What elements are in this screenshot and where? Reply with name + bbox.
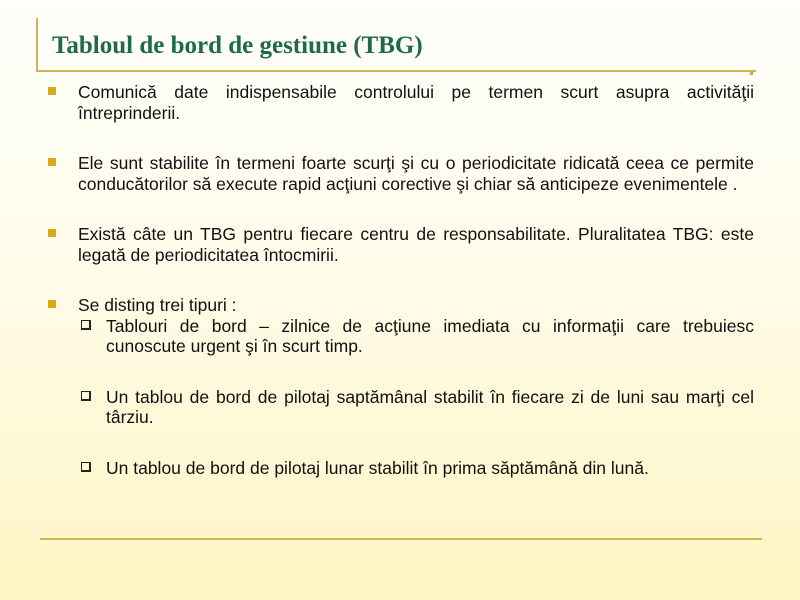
square-bullet-icon — [48, 87, 56, 95]
slide-title: Tabloul de bord de gestiune (TBG) — [52, 32, 423, 59]
hollow-square-bullet-icon — [81, 320, 91, 330]
bullet-text: Ele sunt stabilite în termeni foarte scurţi şi cu o periodicitate ridicată ceea ce permite conducătorilor să execute rapid acţiuni corective şi chiar să anticipeze evenimentele . — [78, 153, 754, 194]
sub-bullet-text: Un tablou de bord de pilotaj saptămânal stabilit în fiecare zi de luni sau marţi cel târziu. — [106, 386, 754, 427]
sub-bullet-item — [44, 458, 754, 479]
bottom-divider — [40, 538, 762, 540]
sub-bullet-text: Tablouri de bord – zilnice de acţiune imediata cu informaţii care trebuiesc cunoscute urgent şi în scurt timp. — [106, 315, 754, 356]
square-bullet-icon — [48, 158, 56, 166]
sub-bullet-text: Un tablou de bord de pilotaj lunar stabilit în prima săptămână din lună. — [106, 457, 649, 478]
bullet-item — [44, 82, 754, 123]
bullet-text: Există câte un TBG pentru fiecare centru de responsabilitate. Pluralitatea TBG: este legată de periodicitatea întocmirii. — [78, 224, 754, 265]
slide-body — [44, 82, 754, 478]
bullet-item — [44, 153, 754, 194]
bullet-text: Comunică date indispensabile controlului pe termen scurt asupra activităţii întreprinderii. — [78, 82, 754, 123]
bullet-item — [44, 224, 754, 265]
title-frame — [36, 18, 756, 72]
bullet-text: Se disting trei tipuri : — [78, 295, 237, 315]
hollow-square-bullet-icon — [81, 462, 91, 472]
sub-bullet-item — [44, 316, 754, 357]
bullet-item — [44, 295, 754, 316]
square-bullet-icon — [48, 300, 56, 308]
sub-bullet-item — [44, 387, 754, 428]
square-bullet-icon — [48, 229, 56, 237]
decorative-dot — [750, 72, 753, 75]
hollow-square-bullet-icon — [81, 391, 91, 401]
